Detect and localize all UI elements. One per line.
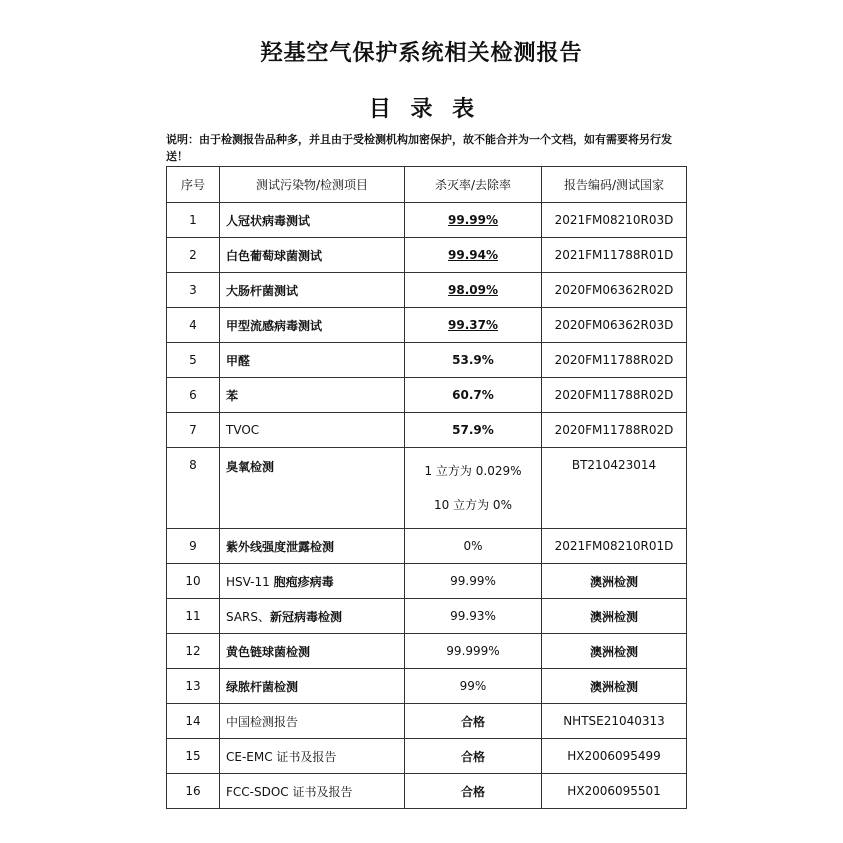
row-item: 人冠状病毒测试 (220, 203, 405, 238)
table-row (167, 378, 687, 413)
table-row (167, 308, 687, 343)
document-subtitle: 目 录 表 (368, 97, 475, 122)
row-item-suffix: 新冠病毒检测 (270, 609, 343, 624)
row-code: 2020FM11788R02D (542, 343, 687, 378)
report-table (166, 166, 687, 809)
table-row (167, 739, 687, 774)
row-code: HX2006095501 (542, 774, 687, 809)
table-row (167, 413, 687, 448)
table-header-row (167, 167, 687, 203)
row-number: 16 (167, 774, 220, 809)
row-rate: 合格 (405, 774, 542, 809)
table-row (167, 343, 687, 378)
row-code: 2021FM08210R01D (542, 529, 687, 564)
row-item: TVOC (220, 413, 405, 448)
rate-line-1: 1 立方为 0.029% (424, 464, 522, 478)
row-item: 大肠杆菌测试 (220, 273, 405, 308)
row-code: 2020FM11788R02D (542, 413, 687, 448)
row-rate: 合格 (405, 704, 542, 739)
row-number: 12 (167, 634, 220, 669)
row-item: 臭氧检测 (220, 448, 405, 529)
table-row (167, 774, 687, 809)
row-rate: 99.999% (405, 634, 542, 669)
header-report-code: 报告编码/测试国家 (542, 167, 687, 203)
row-item-prefix: SARS、 (226, 609, 271, 624)
row-code: 2020FM06362R03D (542, 308, 687, 343)
row-number: 13 (167, 669, 220, 704)
table-row (167, 564, 687, 599)
row-number: 6 (167, 378, 220, 413)
row-rate: 53.9% (405, 343, 542, 378)
table-row (167, 599, 687, 634)
row-item: 白色葡萄球菌测试 (220, 238, 405, 273)
header-removal-rate: 杀灭率/去除率 (405, 167, 542, 203)
row-number: 5 (167, 343, 220, 378)
row-item (220, 599, 405, 634)
header-serial-number: 序号 (167, 167, 220, 203)
row-code: 澳洲检测 (542, 669, 687, 704)
table-row (167, 529, 687, 564)
row-number: 14 (167, 704, 220, 739)
table-row (167, 238, 687, 273)
row-item-prefix: HSV-11 (226, 574, 274, 589)
row-rate: 99% (405, 669, 542, 704)
header-test-item: 测试污染物/检测项目 (220, 167, 405, 203)
table-row (167, 704, 687, 739)
row-rate: 99.99% (405, 203, 542, 238)
row-code: 2021FM08210R03D (542, 203, 687, 238)
row-number: 8 (167, 448, 220, 529)
explanatory-note: 说明：由于检测报告品种多，并且由于受检测机构加密保护，故不能合并为一个文档，如有需要将另行发送！ (166, 133, 672, 163)
row-rate: 0% (405, 529, 542, 564)
row-code: 澳洲检测 (542, 564, 687, 599)
row-item: 绿脓杆菌检测 (220, 669, 405, 704)
row-item: 苯 (220, 378, 405, 413)
row-code: 2020FM11788R02D (542, 378, 687, 413)
row-number: 3 (167, 273, 220, 308)
row-rate (405, 448, 542, 529)
document-title: 羟基空气保护系统相关检测报告 (260, 41, 583, 66)
row-rate: 99.93% (405, 599, 542, 634)
row-number: 4 (167, 308, 220, 343)
rate-line-2: 10 立方为 0% (434, 498, 512, 512)
row-item (220, 564, 405, 599)
row-rate: 99.99% (405, 564, 542, 599)
table-row (167, 448, 687, 529)
row-rate: 57.9% (405, 413, 542, 448)
row-item: CE-EMC 证书及报告 (220, 739, 405, 774)
row-number: 15 (167, 739, 220, 774)
table-row (167, 273, 687, 308)
row-code: BT210423014 (542, 448, 687, 529)
row-item: 紫外线强度泄露检测 (220, 529, 405, 564)
table-row (167, 669, 687, 704)
row-number: 9 (167, 529, 220, 564)
row-code: 2021FM11788R01D (542, 238, 687, 273)
row-number: 10 (167, 564, 220, 599)
row-number: 7 (167, 413, 220, 448)
row-code: HX2006095499 (542, 739, 687, 774)
row-code: NHTSE21040313 (542, 704, 687, 739)
row-code: 2020FM06362R02D (542, 273, 687, 308)
row-item: 黄色链球菌检测 (220, 634, 405, 669)
row-rate: 99.37% (405, 308, 542, 343)
row-code: 澳洲检测 (542, 634, 687, 669)
row-number: 1 (167, 203, 220, 238)
row-code: 澳洲检测 (542, 599, 687, 634)
row-rate: 合格 (405, 739, 542, 774)
row-item: FCC-SDOC 证书及报告 (220, 774, 405, 809)
table-row (167, 203, 687, 238)
row-number: 2 (167, 238, 220, 273)
row-rate: 60.7% (405, 378, 542, 413)
row-item: 中国检测报告 (220, 704, 405, 739)
row-rate: 99.94% (405, 238, 542, 273)
row-number: 11 (167, 599, 220, 634)
row-item: 甲醛 (220, 343, 405, 378)
row-item: 甲型流感病毒测试 (220, 308, 405, 343)
table-row (167, 634, 687, 669)
row-rate: 98.09% (405, 273, 542, 308)
row-item-suffix: 胞疱疹病毒 (273, 574, 334, 589)
